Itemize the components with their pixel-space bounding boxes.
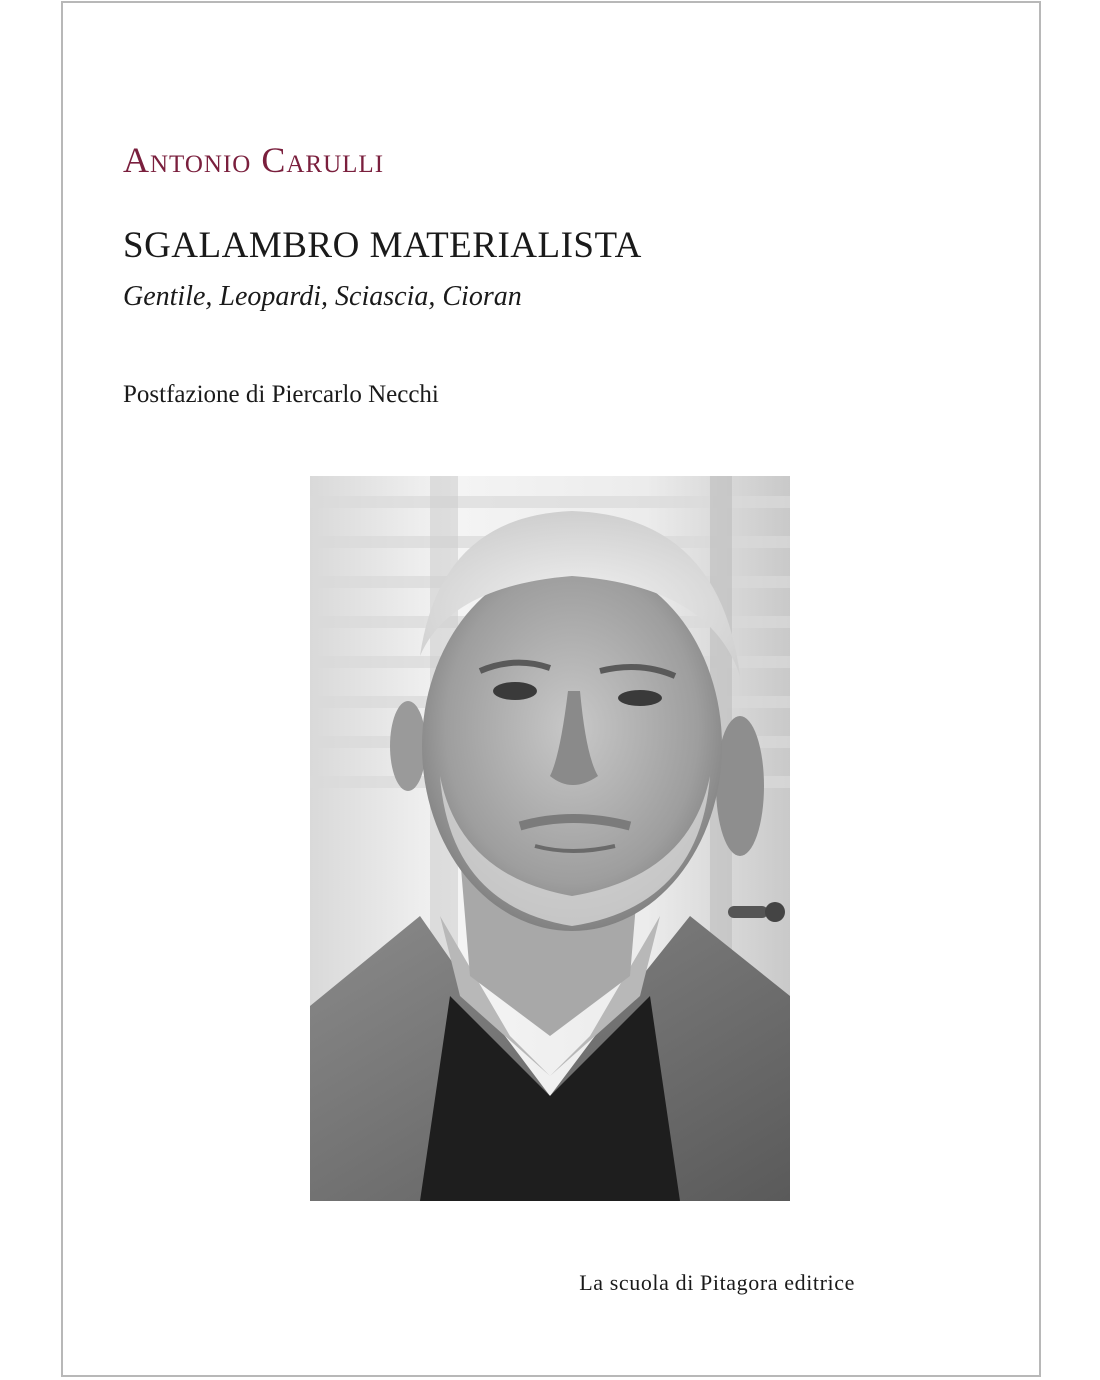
publisher-name: La scuola di Pitagora editrice xyxy=(579,1270,855,1295)
author-name: Antonio Carulli xyxy=(123,140,385,180)
afterword-credit: Postfazione di Piercarlo Necchi xyxy=(123,381,439,408)
book-title: SGALAMBRO MATERIALISTA xyxy=(123,225,642,266)
portrait-icon xyxy=(310,476,790,1201)
author-portrait-photo xyxy=(310,476,790,1201)
book-cover xyxy=(61,1,1041,1377)
book-subtitle: Gentile, Leopardi, Sciascia, Cioran xyxy=(123,281,522,312)
